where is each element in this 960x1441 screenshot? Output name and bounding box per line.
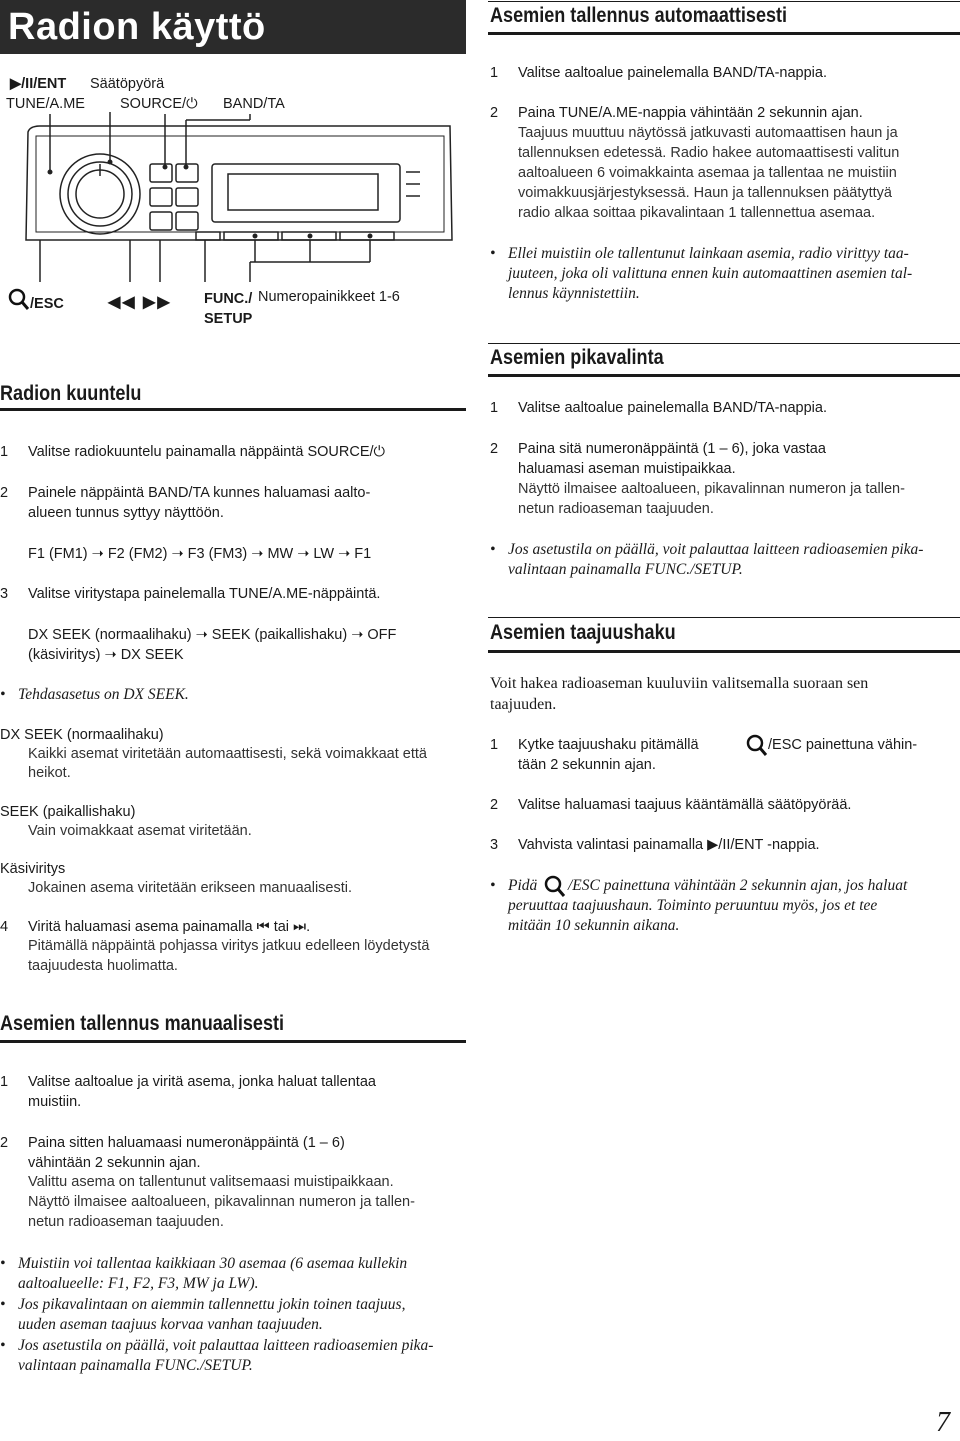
man-note-2b: uuden aseman taajuus korvaa vanhan taajuuden. bbox=[18, 1316, 323, 1333]
page-title: Radion käyttö bbox=[0, 0, 466, 54]
auto-text-3: aaltoalueen 6 voimakkainta asemaa ja tallentaa ne muistiin bbox=[518, 165, 897, 181]
man-note-3b: valintaan painamalla FUNC./SETUP. bbox=[18, 1357, 253, 1374]
label-seek: ◀◀ ▶▶ bbox=[108, 294, 172, 311]
auto-text-1: Taajuus muuttuu näytössä jatkuvasti automaattisen haun ja bbox=[518, 125, 898, 141]
taaj-step-3: Vahvista valintasi painamalla ▶/II/ENT -nappia. bbox=[518, 837, 820, 853]
pika-note-2: valintaan painamalla FUNC./SETUP. bbox=[508, 561, 743, 578]
man-step-1a: Valitse aaltoalue ja viritä asema, jonka haluat tallentaa bbox=[28, 1074, 376, 1090]
man-note-3a: Jos asetustila on päällä, voit palauttaa laitteen radioasemien pika- bbox=[18, 1337, 434, 1354]
taaj-note-3: mitään 10 sekunnin aikana. bbox=[508, 917, 680, 934]
heading-rule-top bbox=[488, 343, 960, 344]
label-band: BAND/TA bbox=[223, 96, 285, 112]
step4-text-1: Pitämällä näppäintä pohjassa viritys jatkuu edelleen löydetystä bbox=[28, 938, 430, 954]
heading-rule bbox=[488, 374, 960, 377]
band-sequence: F1 (FM1) ➝ F2 (FM2) ➝ F3 (FM3) ➝ MW ➝ LW ➝ F1 bbox=[28, 546, 372, 562]
label-func: FUNC./ bbox=[204, 291, 253, 307]
manual-text: Jokainen asema viritetään erikseen manuaalisesti. bbox=[28, 880, 353, 896]
page-number: 7 bbox=[936, 1407, 950, 1438]
auto-text-4: voimakkuusjärjestyksessä. Haun ja tallennuksen päätyttyä bbox=[518, 185, 892, 201]
pika-num-1: 1 bbox=[490, 400, 499, 416]
heading-automaattisesti: Asemien tallennus automaattisesti bbox=[490, 4, 788, 27]
taaj-step-2: Valitse haluamasi taajuus kääntämällä säätöpyörää. bbox=[518, 797, 852, 813]
default-note: Tehdasasetus on DX SEEK. bbox=[18, 686, 189, 703]
kuuntelu-step-4: Viritä haluamasi asema painamalla ⏮ tai ⏭. bbox=[28, 919, 311, 935]
seek-sequence-1: DX SEEK (normaalihaku) ➝ SEEK (paikallishaku) ➝ OFF bbox=[28, 627, 397, 643]
taaj-num-3: 3 bbox=[490, 837, 499, 853]
bullet: • bbox=[490, 877, 496, 894]
pika-step-1: Valitse aaltoalue painelemalla BAND/TA-nappia. bbox=[518, 400, 827, 416]
pika-num-2: 2 bbox=[490, 441, 499, 457]
kuuntelu-step-3: Valitse viritystapa painelemalla TUNE/A.ME-näppäintä. bbox=[28, 586, 381, 602]
seek-sequence-2: (käsiviritys) ➝ DX SEEK bbox=[28, 647, 184, 663]
taaj-step-1c: tään 2 sekunnin ajan. bbox=[518, 757, 656, 773]
taaj-intro-2: taajuuden. bbox=[490, 696, 557, 713]
taaj-intro-1: Voit hakea radioaseman kuuluviin valitsemalla suoraan sen bbox=[490, 675, 869, 692]
man-step-2-text-1: Valittu asema on tallentunut valitsemaasi muistipaikkaan. bbox=[28, 1174, 394, 1190]
auto-step-2: Paina TUNE/A.ME-nappia vähintään 2 sekunnin ajan. bbox=[518, 105, 863, 121]
man-note-1b: aaltoalueelle: F1, F2, F3, MW ja LW). bbox=[18, 1275, 259, 1292]
heading-pikavalinta: Asemien pikavalinta bbox=[490, 346, 664, 369]
dx-seek-text-1: Kaikki asemat viritetään automaattisesti, sekä voimakkaat että bbox=[28, 746, 427, 762]
label-source: SOURCE/⏻ bbox=[120, 96, 198, 112]
dx-seek-title: DX SEEK (normaalihaku) bbox=[0, 727, 164, 743]
man-note-1a: Muistiin voi tallentaa kaikkiaan 30 asemaa (6 asemaa kullekin bbox=[18, 1255, 408, 1272]
man-num-2: 2 bbox=[0, 1135, 9, 1151]
kuuntelu-step-1: Valitse radiokuuntelu painamalla näppäintä SOURCE/⏻ bbox=[28, 444, 385, 460]
bullet: • bbox=[0, 686, 6, 703]
taaj-num-1: 1 bbox=[490, 737, 499, 753]
man-note-2a: Jos pikavalintaan on aiemmin tallennettu jokin toinen taajuus, bbox=[18, 1296, 406, 1313]
auto-text-2: tallennuksen edetessä. Radio hakee automaattisesti valitun bbox=[518, 145, 900, 161]
kuuntelu-num-3: 3 bbox=[0, 586, 9, 602]
seek-text: Vain voimakkaat asemat viritetään. bbox=[28, 823, 252, 839]
bullet: • bbox=[0, 1337, 6, 1354]
label-tune: TUNE/A.ME bbox=[6, 96, 85, 112]
man-step-2b: vähintään 2 sekunnin ajan. bbox=[28, 1155, 201, 1171]
auto-num-1: 1 bbox=[490, 65, 499, 81]
auto-note-1: Ellei muistiin ole tallentunut lainkaan asemia, radio virittyy taa- bbox=[508, 245, 909, 262]
man-step-2a: Paina sitten haluamaasi numeronäppäintä (1 – 6) bbox=[28, 1135, 345, 1151]
heading-rule bbox=[488, 650, 960, 653]
search-icon bbox=[8, 288, 30, 312]
heading-rule bbox=[0, 408, 466, 411]
heading-rule-top bbox=[488, 1, 960, 2]
pika-note-1: Jos asetustila on päällä, voit palauttaa laitteen radioasemien pika- bbox=[508, 541, 924, 558]
kuuntelu-step-2a: Painele näppäintä BAND/TA kunnes haluamasi aalto- bbox=[28, 485, 371, 501]
label-numeropainikkeet: Numeropainikkeet 1-6 bbox=[258, 289, 400, 305]
man-num-1: 1 bbox=[0, 1074, 9, 1090]
heading-manuaalisesti: Asemien tallennus manuaalisesti bbox=[0, 1012, 285, 1035]
kuuntelu-num-1: 1 bbox=[0, 444, 9, 460]
bullet: • bbox=[490, 541, 496, 558]
heading-rule-top bbox=[488, 617, 960, 618]
bullet: • bbox=[0, 1255, 6, 1272]
man-step-2-text-2: Näyttö ilmaisee aaltoalueen, pikavalinnan numeron ja tallen- bbox=[28, 1194, 415, 1210]
auto-note-3: lennus käynnistettiin. bbox=[508, 285, 640, 302]
taaj-step-1a: Kytke taajuushaku pitämällä bbox=[518, 737, 699, 753]
label-saatopyora: Säätöpyörä bbox=[90, 76, 165, 92]
heading-rule bbox=[0, 1040, 466, 1043]
taaj-note-1a: Pidä bbox=[508, 877, 538, 894]
radio-unit-diagram bbox=[0, 112, 466, 292]
taaj-step-1b: /ESC painettuna vähin- bbox=[768, 737, 918, 753]
kuuntelu-num-2: 2 bbox=[0, 485, 9, 501]
seek-title: SEEK (paikallishaku) bbox=[0, 804, 136, 820]
pika-text-1: Näyttö ilmaisee aaltoalueen, pikavalinnan numeron ja tallen- bbox=[518, 481, 905, 497]
heading-taajuushaku: Asemien taajuushaku bbox=[490, 621, 676, 644]
bullet: • bbox=[0, 1296, 6, 1313]
man-step-2-text-3: netun radioaseman taajuuden. bbox=[28, 1214, 224, 1230]
heading-rule bbox=[488, 32, 960, 35]
pika-step-2a: Paina sitä numeronäppäintä (1 – 6), joka vastaa bbox=[518, 441, 826, 457]
auto-note-2: juuteen, joka oli valittuna ennen kuin automaattinen asemien tal- bbox=[508, 265, 913, 282]
search-icon bbox=[746, 734, 768, 758]
step4-text-2: taajuudesta huolimatta. bbox=[28, 958, 178, 974]
bullet: • bbox=[490, 245, 496, 262]
man-step-1b: muistiin. bbox=[28, 1094, 82, 1110]
auto-text-5: radio alkaa soittaa pikavalintaan 1 tallennettua asemaa. bbox=[518, 205, 876, 221]
kuuntelu-num-4: 4 bbox=[0, 919, 9, 935]
auto-num-2: 2 bbox=[490, 105, 499, 121]
taaj-note-2: peruuttaa taajuushaun. Toiminto peruuntuu myös, jos et tee bbox=[508, 897, 878, 914]
taaj-note-1b: /ESC painettuna vähintään 2 sekunnin ajan, jos haluat bbox=[568, 877, 908, 894]
manual-title: Käsiviritys bbox=[0, 861, 66, 877]
label-play-ent: ▶/II/ENT bbox=[10, 76, 67, 92]
kuuntelu-step-2b: alueen tunnus syttyy näyttöön. bbox=[28, 505, 224, 521]
taaj-num-2: 2 bbox=[490, 797, 499, 813]
heading-kuuntelu: Radion kuuntelu bbox=[0, 382, 142, 405]
pika-text-2: netun radioaseman taajuuden. bbox=[518, 501, 714, 517]
dx-seek-text-2: heikot. bbox=[28, 765, 71, 781]
auto-step-1: Valitse aaltoalue painelemalla BAND/TA-nappia. bbox=[518, 65, 827, 81]
label-setup: SETUP bbox=[204, 311, 253, 327]
pika-step-2b: haluamasi aseman muistipaikkaa. bbox=[518, 461, 736, 477]
label-esc: /ESC bbox=[30, 296, 64, 312]
